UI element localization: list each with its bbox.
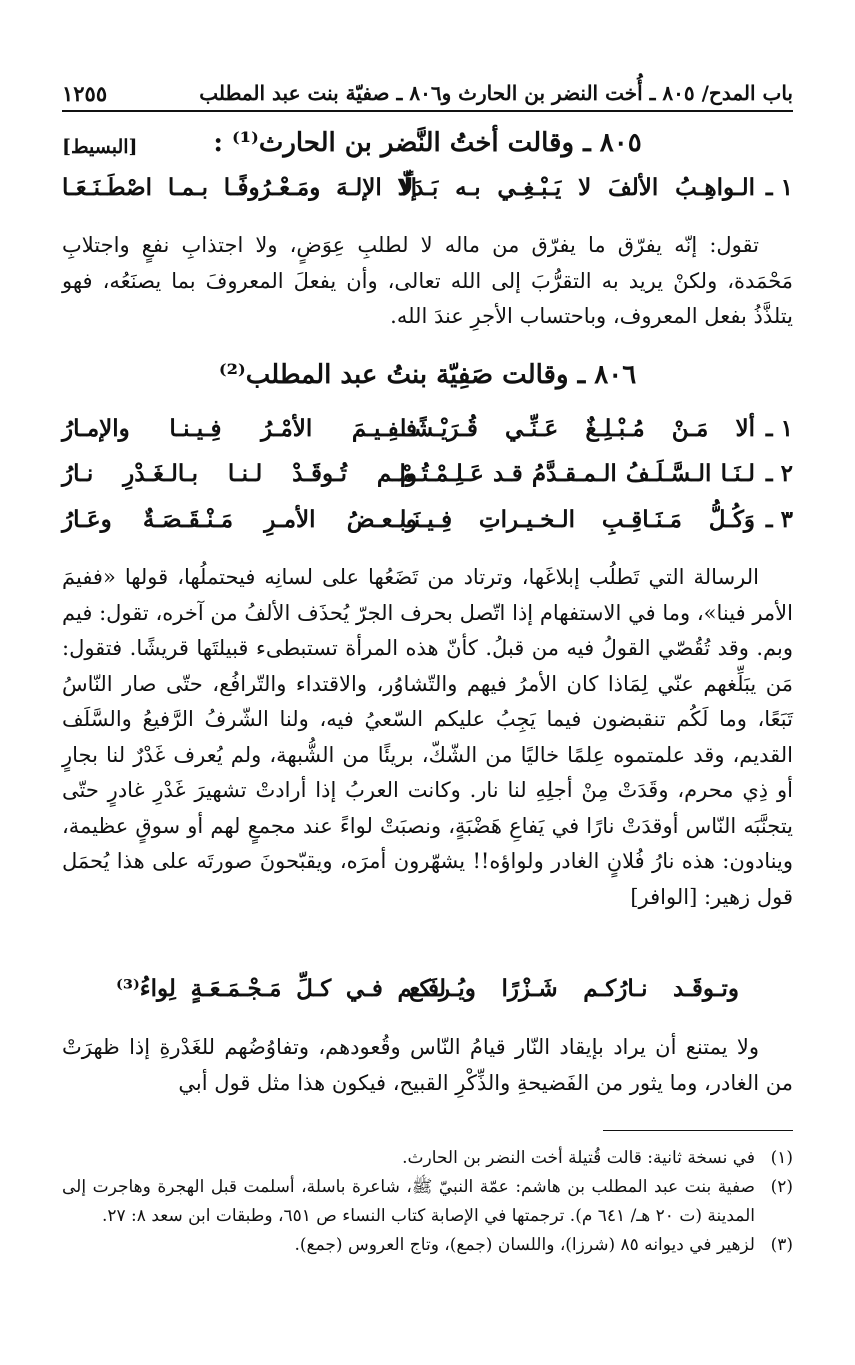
footnote [62,1144,793,1173]
verse-806-1 [62,415,793,459]
verse-first-hemistich: الـواهِـبُ الألفَ لا يَـبْـغِـي بـه بَـدَلًا [400,174,755,201]
verse-first-hemistich: ألا مَـنْ مُـبْـلِـغٌ عَـنِّـي قُـرَيْـشًـا [400,415,755,442]
verse-number: ٣ ـ [765,506,793,533]
footnote-text: لزهير في ديوانه ٨٥ (شرزا)، واللسان (جمع)، وتاج العروس (جمع). [294,1235,755,1255]
footnote [62,1173,793,1231]
verse-806-2 [62,460,793,504]
verse-806-3 [62,506,793,550]
commentary-806 [62,560,793,915]
verse-first-hemistich: لـنَـا الـسَّـلَـفُ الـمـقـدَّمُ قـد عَـلِـمْـتُـمْ [400,460,755,487]
verse-number: ١ ـ [765,415,793,442]
quoted-verse-zuhayr [62,975,793,1019]
section-heading-806: ٨٠٦ ـ وقالت صَفِيّة بنتُ عبد المطلب⁽²⁾ [218,360,637,390]
verse-number: ٢ ـ [765,460,793,487]
verse-first-hemistich: وَكُـلُّ مَـنَـاقِـبِ الـخـيـراتِ فِـيـنَـا [400,506,755,533]
running-title: باب المدح/ ٨٠٥ ـ أُخت النضر بن الحارث و٨٠٦ ـ صفيّة بنت عبد المطلب [199,81,793,105]
commentary-806-continued [62,1030,793,1101]
verse-number: ١ ـ [765,174,793,201]
footnote-text: صفية بنت عبد المطلب بن هاشم: عمّة النبيّ ﷺ، شاعرة باسلة، أسلمت قبل الهجرة وهاجرت إلى المدينة (ت ٢٠ هـ/ ٦٤١ م). ترجمتها في الإصابة كتاب النساء ص ٦٥١، وطبقات ابن سعد ٨: ٢٧. [62,1177,755,1226]
footnote-number: (٢) [770,1177,793,1197]
running-header [62,76,793,110]
commentary-text: تقول: إنّه يفرّق ما يفرّق من ماله لا لطلبِ عِوَضٍ، ولا اجتذابِ نفعٍ واجتلابِ مَحْمَدة، ولكنْ يريد به التقرُّبَ إلى الله تعالى، وأن يفعلَ المعروفَ بما يصنَعُه، فهو يتلذَّذُ بفعل المعروف، وباحتساب الأجرِ عندَ الله. [62,233,793,328]
verse-second-hemistich: إلّا الإلـهَ ومَـعْـرُوفًـا بـمـا اصْطَـنَـعَـا [62,174,417,201]
footnote-number: (٣) [770,1235,793,1255]
footnote [62,1231,793,1260]
verse-second-hemistich: لـكـم فـي كـلِّ مَـجْـمَـعَـةٍ لِواءُ⁽³⁾ [116,975,446,1002]
verse-second-hemistich: فـفِـيـمَ الأمْـرُ فِـيـنـا والإمـارُ [62,415,417,442]
footnote-rule [603,1130,793,1131]
header-rule [62,110,793,112]
verse-second-hemistich: ولـم تُـوقَـدْ لـنـا بـالـغَـدْرِ نـارُ [62,460,417,487]
verse-805-1 [62,174,793,218]
verse-second-hemistich: وبـعـضُ الأمـرِ مَـنْـقَـصَـةٌ وعَـارُ [62,506,417,533]
page-number: ١٢٥٥ [62,80,108,106]
commentary-805 [62,228,793,335]
footnotes [62,1144,793,1260]
footnote-text: في نسخة ثانية: قالت قُتيلة أخت النضر بن الحارث. [402,1148,755,1168]
verse-first-hemistich: وتـوقَـد نـارُكـم شَـزْرًا ويُـرفَـع [409,975,739,1002]
meter-label: [البسيط] [62,136,138,158]
section-heading-805: ٨٠٥ ـ وقالت أختُ النَّضر بن الحارث⁽¹⁾ : [213,128,642,158]
commentary-text: ولا يمتنع أن يراد بإيقاد النّار قيامُ النّاس وقُعودهم، وتفاوُضُهم للغَدْرةِ إذا ظهرَتْ من الغادر، وما يثور من الفَضيحةِ والذِّكْرِ القبيح، فيكون هذا مثل قول أبي [62,1035,793,1095]
commentary-text: الرسالة التي تَطلُب إبلاغَها، وترتاد من تَضَعُها على لسانِه فيحتملُها، قولها «ففيمَ الأمر فينا»، وما في الاستفهام إذا اتّصل بحرف الجرّ يُحذَف الألفُ من آخره، تقول: فيم وبم. وقد تُقُصّي القولُ فيه من قبلُ. كأنّ هذه المرأة تستبطىء قبيلتَها قريشًا. فتقول: مَن يبَلِّغهم عنّي لِمَاذا كان الأمرُ فيهم والتّشاوُر، والاقتداء والتّرافُع، حتّى صار النّاسُ تَبَعًا، وما لَكُم تنقبضون فيما يَجِبُ عليكم السّعيُ فيه، ولنا الشّرفُ الرَّفيعُ والسَّلَف القديم، وقد علمتموه عِلمًا خاليًا من الشّكّ، بريئًا من الشُّبهة، ولم يُعرف غَدْرٌ لنا بجارٍ أو ذِي محرم، وقَدَتْ مِنْ أجلِهِ لنا نار. وكانت العربُ إذا أرادتْ تشهيرَ غَدْرِ غادرٍ حتّى يتجنَّبَه النّاس أوقدَتْ نارًا في يَفاعِ هَضْبَةٍ، ونصبَتْ لواءً عند مجمعٍ لهم أو سوقٍ عظيمة، وينادون: هذه نارُ فُلانٍ الغادر ولواؤه!! يشهّرون أمرَه، ويقبّحونَ صورتَه على هذا يُحمَل قول زهير: [الوافر] [62,565,793,909]
footnote-number: (١) [770,1148,793,1168]
